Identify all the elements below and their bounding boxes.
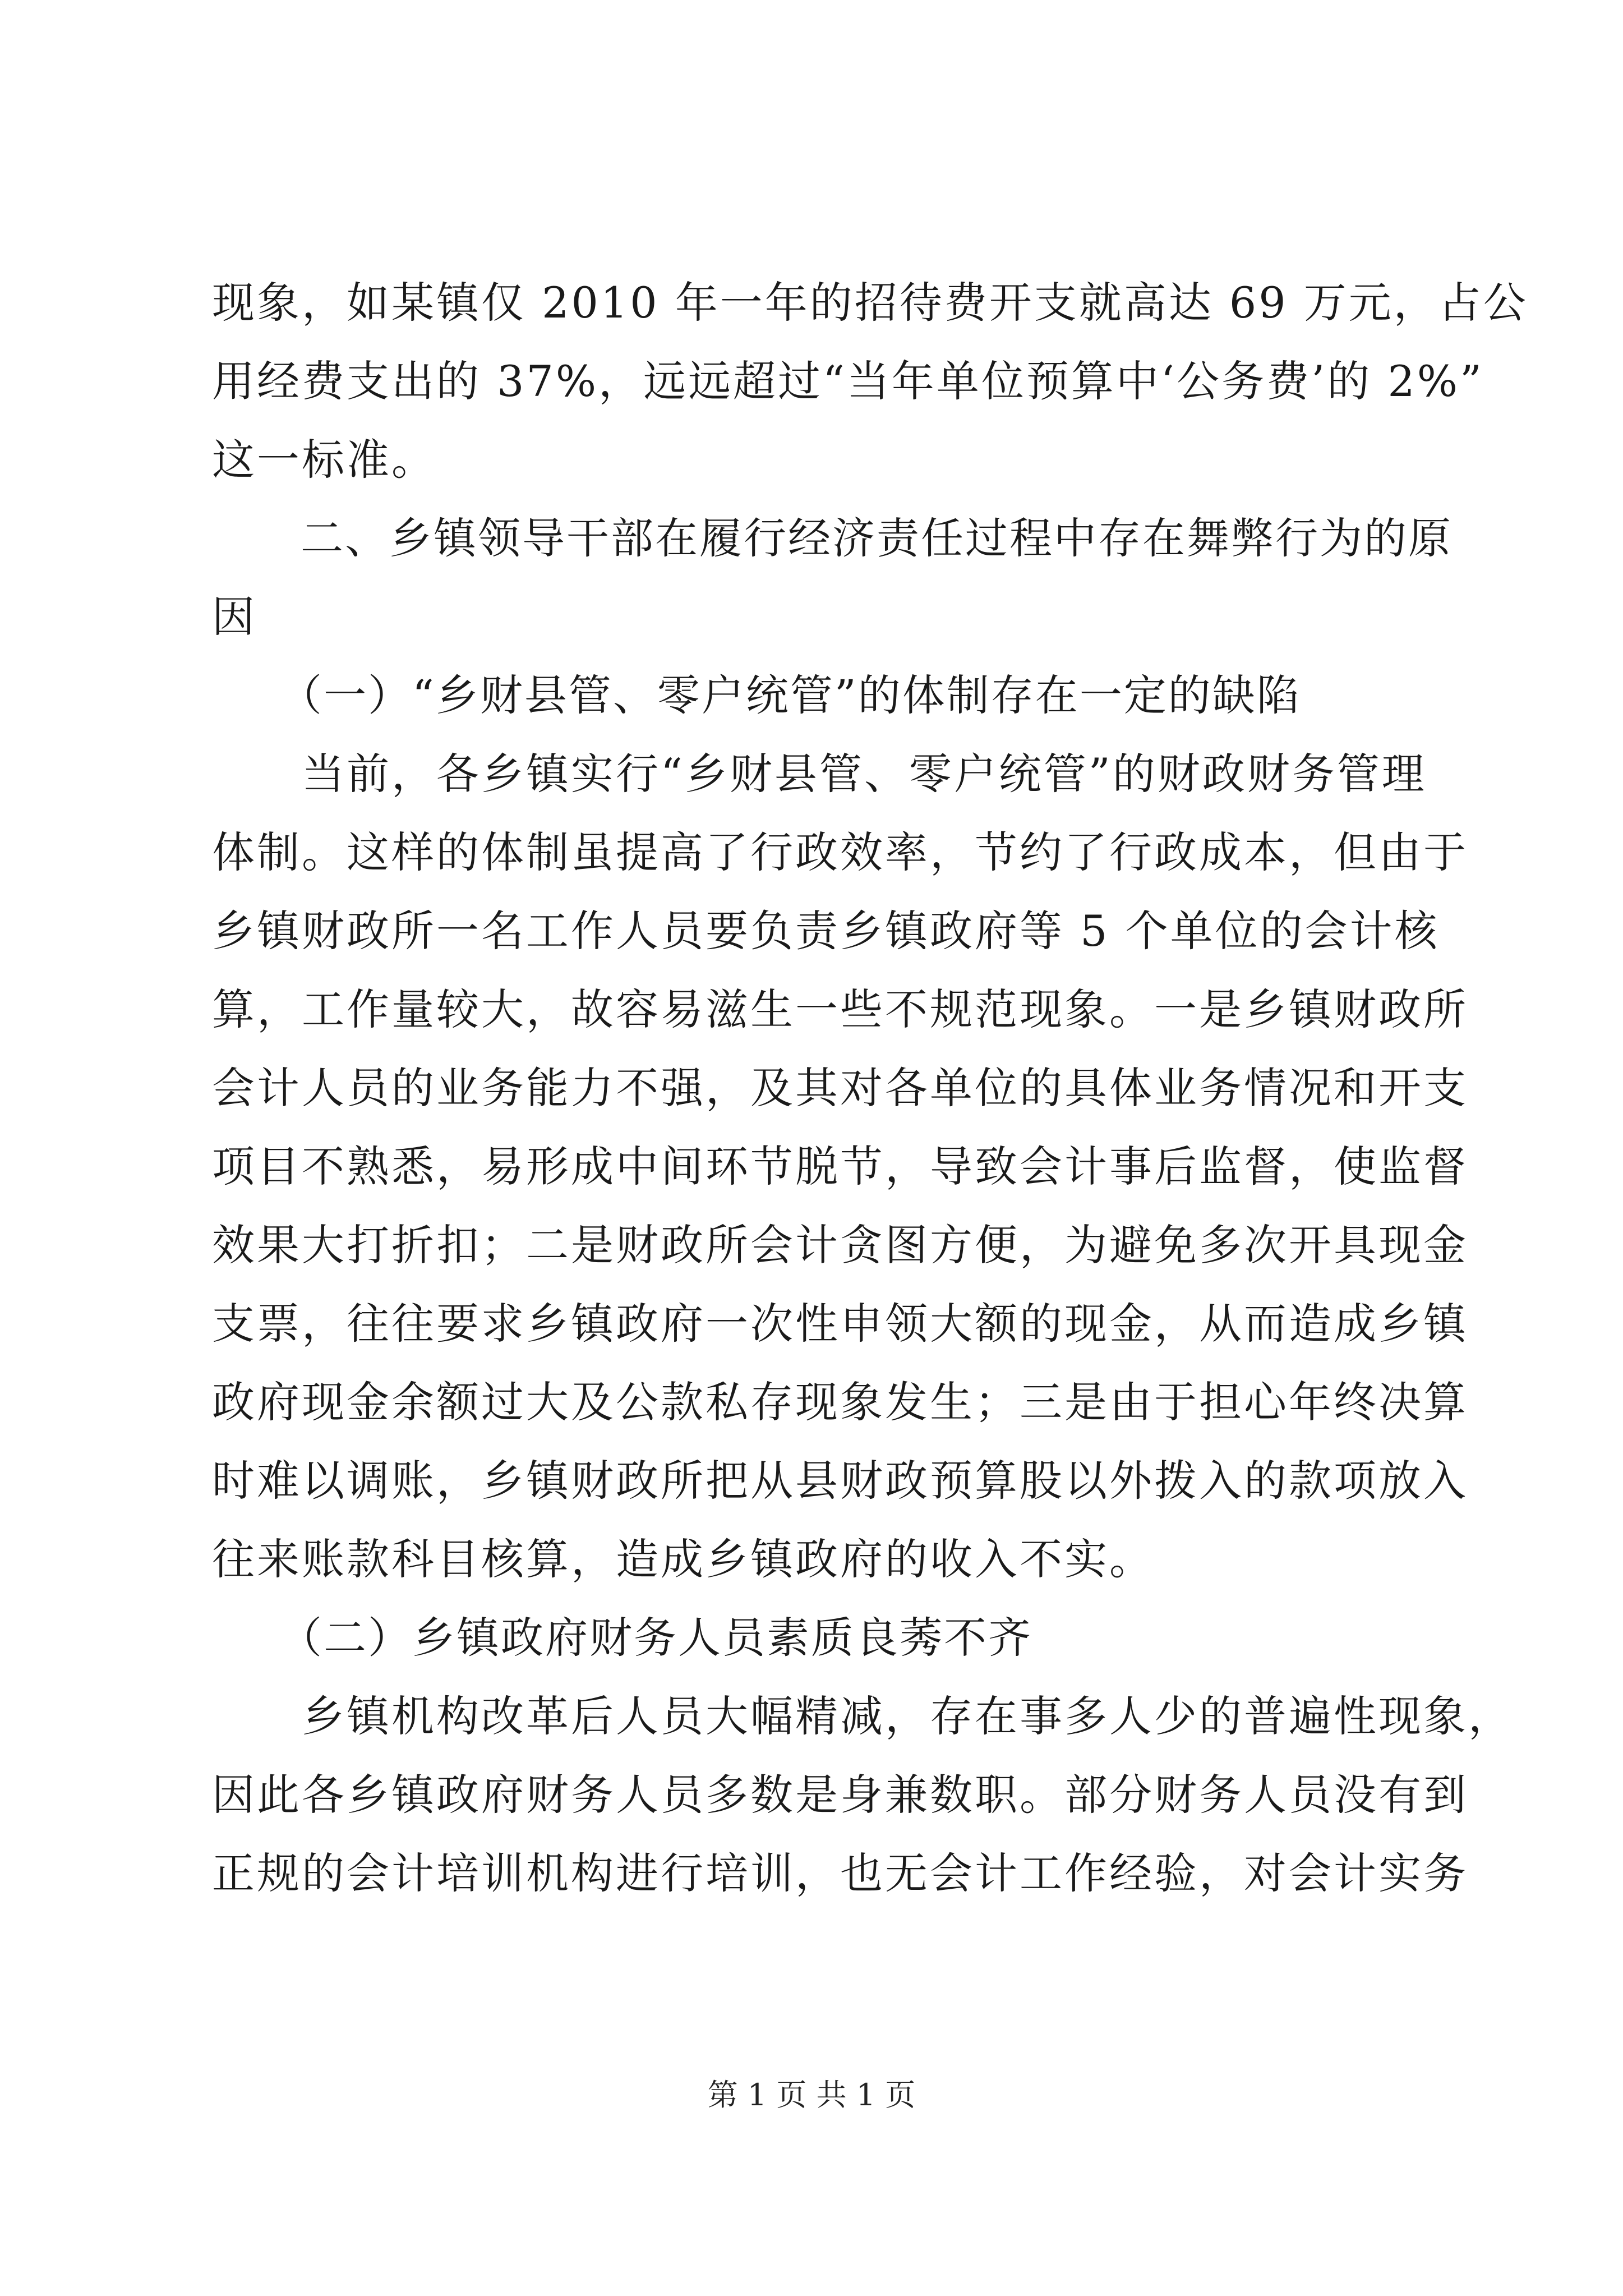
text-line: 效果大打折扣；二是财政所会计贪图方便，为避免多次开具现金 — [212, 1220, 1468, 1270]
text-line: 项目不熟悉，易形成中间环节脱节，导致会计事后监督，使监督 — [212, 1142, 1468, 1191]
text-line: 正规的会计培训机构进行培训，也无会计工作经验，对会计实务 — [212, 1848, 1468, 1898]
text-line: 当前，各乡镇实行“乡财县管、零户统管”的财政财务管理 — [212, 749, 1427, 799]
document-body — [212, 264, 1528, 1913]
text-line: 往来账款科目核算，造成乡镇政府的收入不实。 — [212, 1534, 1154, 1584]
text-line: 体制。这样的体制虽提高了行政效率，节约了行政成本，但由于 — [212, 827, 1468, 877]
text-line: 乡镇财政所一名工作人员要负责乡镇政府等 5 个单位的会计核 — [212, 906, 1440, 956]
subsection-heading: （二）乡镇政府财务人员素质良莠不齐 — [212, 1613, 1032, 1663]
text-line: 时难以调账，乡镇财政所把从县财政预算股以外拨入的款项放入 — [212, 1456, 1468, 1506]
text-line: 用经费支出的 37%，远远超过“当年单位预算中‘公务费’的 2%” — [212, 356, 1484, 406]
text-line: 算，工作量较大，故容易滋生一些不规范现象。一是乡镇财政所 — [212, 984, 1468, 1034]
page-number: 第 1 页 共 1 页 — [707, 2077, 916, 2113]
section-heading: 二、乡镇领导干部在履行经济责任过程中存在舞弊行为的原 — [212, 513, 1453, 563]
text-line: 现象，如某镇仅 2010 年一年的招待费开支就高达 69 万元，占公 — [212, 278, 1528, 328]
text-line: 这一标准。 — [212, 435, 436, 485]
text-line: 因此各乡镇政府财务人员多数是身兼数职。部分财务人员没有到 — [212, 1770, 1468, 1820]
text-line: 政府现金余额过大及公款私存现象发生；三是由于担心年终决算 — [212, 1377, 1468, 1427]
text-line: 支票，往往要求乡镇政府一次性申领大额的现金，从而造成乡镇 — [212, 1299, 1468, 1349]
page-footer — [0, 2076, 1623, 2115]
subsection-heading: （一）“乡财县管、零户统管”的体制存在一定的缺陷 — [212, 670, 1301, 720]
section-heading-continued: 因 — [212, 592, 256, 642]
text-line: 乡镇机构改革后人员大幅精减，存在事多人少的普遍性现象， — [212, 1691, 1513, 1741]
text-line: 会计人员的业务能力不强，及其对各单位的具体业务情况和开支 — [212, 1063, 1468, 1113]
